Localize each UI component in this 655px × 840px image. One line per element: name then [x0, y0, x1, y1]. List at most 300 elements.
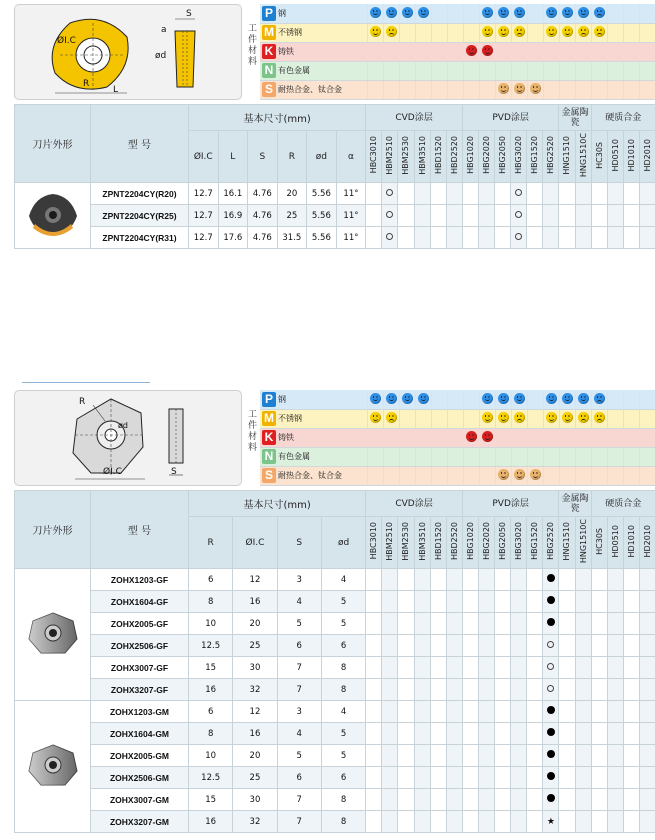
grade-cell [446, 613, 462, 635]
suitability-cell [543, 409, 559, 428]
dim-cell: 4 [277, 723, 321, 745]
grade-cell [495, 745, 511, 767]
dim-cell: 16 [189, 811, 233, 833]
grade-cell [575, 613, 591, 635]
grade-col-header [382, 131, 398, 183]
model-cell: ZPNT2204CY(R20) [91, 183, 189, 205]
grade-cell [462, 205, 478, 227]
suitability-cell [527, 390, 543, 409]
dim-cell: 32 [233, 679, 277, 701]
grade-cell [414, 613, 430, 635]
suitability-cell [383, 428, 399, 447]
grade-cell [414, 679, 430, 701]
grade-cell [382, 635, 398, 657]
zohx-insert-photo [25, 741, 81, 789]
sad-face-icon [594, 393, 605, 404]
suitability-cell [463, 61, 479, 80]
grade-cell [527, 205, 543, 227]
smile-face-icon [562, 26, 573, 37]
material-label [260, 4, 367, 23]
suitability-cell [559, 390, 575, 409]
star-icon: ★ [546, 816, 555, 827]
dim-cell: 12 [233, 569, 277, 591]
grade-cell [623, 635, 639, 657]
suitability-cell [463, 4, 479, 23]
grade-cell [607, 745, 623, 767]
suitability-cell [415, 4, 431, 23]
grade-cell [623, 701, 639, 723]
grade-col-header [607, 517, 623, 569]
suitability-cell [527, 80, 543, 99]
dim-cell: 5 [321, 745, 365, 767]
dim-cell: 4 [321, 569, 365, 591]
dim-cell: 5 [321, 723, 365, 745]
grade-cell [430, 227, 446, 249]
grade-label: HD1010 [626, 524, 636, 558]
dim-cell: 5.56 [307, 205, 337, 227]
suitability-cell [591, 42, 607, 61]
grade-cell [543, 569, 559, 591]
grade-cell [398, 635, 414, 657]
grade-cell [446, 811, 462, 833]
grade-cell [495, 635, 511, 657]
grade-cell [575, 183, 591, 205]
model-cell: ZOHX1604-GM [91, 723, 189, 745]
grade-cell [511, 745, 527, 767]
grade-cell [639, 657, 655, 679]
grade-cell [591, 745, 607, 767]
grade-cell [414, 591, 430, 613]
grade-group-header: 硬质合金 [591, 105, 655, 131]
suitability-cell [527, 428, 543, 447]
grade-cell [575, 723, 591, 745]
suitability-cell [431, 409, 447, 428]
smile-face-icon [498, 83, 509, 94]
material-name: 耐热合金、钛合金 [278, 471, 342, 480]
sad-face-icon [594, 26, 605, 37]
suitability-cell [575, 80, 591, 99]
grade-cell [559, 701, 575, 723]
suitability-cell [543, 61, 559, 80]
suitability-cell [607, 428, 623, 447]
material-row [260, 42, 655, 61]
grade-cell [591, 811, 607, 833]
grade-cell [511, 227, 527, 249]
dim-cell: 15 [189, 789, 233, 811]
suitability-cell [463, 466, 479, 485]
suitability-cell [399, 447, 415, 466]
suitability-cell [591, 4, 607, 23]
grade-cell [495, 723, 511, 745]
grade-cell [575, 635, 591, 657]
grade-cell [623, 569, 639, 591]
material-label [260, 80, 367, 99]
suitability-cell [639, 61, 655, 80]
grade-cell [575, 657, 591, 679]
dim-col-header: α [336, 131, 366, 183]
insert-image [15, 701, 91, 833]
suitability-cell [543, 447, 559, 466]
sad-face-icon [514, 412, 525, 423]
table-row [15, 569, 655, 591]
model-cell: ZPNT2204CY(R31) [91, 227, 189, 249]
suitability-cell [527, 447, 543, 466]
grade-cell [366, 657, 382, 679]
dim-cell: 3 [277, 701, 321, 723]
grade-col-header [511, 131, 527, 183]
model-header: 型 号 [91, 491, 189, 569]
smile-face-icon [466, 45, 477, 56]
suitability-cell [559, 428, 575, 447]
grade-cell [478, 745, 494, 767]
smile-face-icon [482, 26, 493, 37]
material-letter: S [262, 468, 276, 483]
grade-cell [543, 227, 559, 249]
grade-cell [398, 811, 414, 833]
grade-cell [382, 657, 398, 679]
suitability-cell [495, 80, 511, 99]
grade-label: HBG1520 [530, 522, 540, 560]
grade-cell [527, 657, 543, 679]
grade-cell [607, 701, 623, 723]
model-cell: ZOHX2005-GM [91, 745, 189, 767]
grade-cell [462, 767, 478, 789]
grade-cell [559, 205, 575, 227]
suitability-cell [415, 428, 431, 447]
grade-cell [446, 679, 462, 701]
suitability-cell [623, 42, 639, 61]
grade-label: HBG2050 [498, 136, 508, 174]
grade-col-header [495, 517, 511, 569]
dim-cell: 7 [277, 789, 321, 811]
suitability-cell [623, 428, 639, 447]
dim-cell: 11° [336, 183, 366, 205]
suitability-cell [591, 409, 607, 428]
material-label [260, 409, 367, 428]
table-row [15, 613, 655, 635]
suitability-cell [559, 4, 575, 23]
suitability-cell [415, 390, 431, 409]
grade-cell [430, 591, 446, 613]
grade-group-header: PVD涂层 [462, 491, 559, 517]
grade-col-header [591, 131, 607, 183]
grade-col-header [366, 131, 382, 183]
grade-cell [511, 613, 527, 635]
suitability-cell [495, 23, 511, 42]
grade-cell [382, 679, 398, 701]
grade-cell [527, 613, 543, 635]
grade-cell [382, 591, 398, 613]
grade-cell [414, 701, 430, 723]
grade-label: HBG1020 [465, 522, 475, 560]
material-matrix-2 [260, 390, 655, 486]
grade-cell [591, 679, 607, 701]
dim-cell: 30 [233, 657, 277, 679]
grade-cell [527, 635, 543, 657]
table-row [15, 183, 655, 205]
table-row [15, 591, 655, 613]
grade-col-header [446, 517, 462, 569]
suitability-cell [399, 428, 415, 447]
recommended-circle-icon [515, 211, 522, 218]
dim-cell: 10 [189, 613, 233, 635]
grade-cell [398, 723, 414, 745]
smile-face-icon [482, 7, 493, 18]
dim-cell: 6 [277, 635, 321, 657]
dim-cell: 7 [277, 811, 321, 833]
recommended-circle-icon [386, 211, 393, 218]
model-cell: ZOHX2506-GF [91, 635, 189, 657]
grade-label: HBD1520 [433, 135, 443, 175]
grade-label: HBG2020 [481, 136, 491, 174]
grade-cell [607, 679, 623, 701]
grade-cell [639, 227, 655, 249]
grade-cell [430, 745, 446, 767]
grade-cell [543, 591, 559, 613]
preferred-dot-icon [547, 706, 555, 714]
grade-cell [607, 183, 623, 205]
fig-a-label: a [161, 25, 167, 35]
suitability-cell [431, 61, 447, 80]
grade-cell [398, 701, 414, 723]
grade-cell [575, 679, 591, 701]
sad-face-icon [594, 7, 605, 18]
suitability-cell [495, 42, 511, 61]
grade-cell [639, 183, 655, 205]
suitability-cell [383, 390, 399, 409]
suitability-cell [639, 390, 655, 409]
grade-cell [575, 205, 591, 227]
model-cell: ZOHX1203-GF [91, 569, 189, 591]
grade-label: HBM3510 [417, 521, 427, 561]
grade-cell [559, 679, 575, 701]
material-row [260, 61, 655, 80]
dim-cell: 3 [277, 569, 321, 591]
suitability-cell [607, 466, 623, 485]
smile-face-icon [498, 469, 509, 480]
grade-col-header [543, 517, 559, 569]
suitability-cell [479, 4, 495, 23]
dim-cell: 25 [233, 635, 277, 657]
grade-cell [639, 613, 655, 635]
suitability-cell [511, 4, 527, 23]
grade-cell [623, 657, 639, 679]
grade-cell [575, 569, 591, 591]
suitability-cell [415, 61, 431, 80]
suitability-cell [575, 428, 591, 447]
smile-face-icon [562, 412, 573, 423]
grade-cell [430, 569, 446, 591]
grade-col-header [559, 131, 575, 183]
insert-image [15, 183, 91, 249]
grade-cell [430, 767, 446, 789]
suitability-cell [447, 466, 463, 485]
grade-cell [575, 701, 591, 723]
grade-cell [495, 789, 511, 811]
grade-cell [478, 679, 494, 701]
smile-face-icon [386, 393, 397, 404]
grade-col-header [511, 517, 527, 569]
suitability-cell [367, 42, 383, 61]
model-cell: ZOHX1203-GM [91, 701, 189, 723]
grade-cell [430, 701, 446, 723]
table-row [15, 205, 655, 227]
fig-ic-label: ØI.C [103, 467, 122, 477]
table-row [15, 227, 655, 249]
preferred-dot-icon [547, 750, 555, 758]
grade-cell [478, 613, 494, 635]
dim-col-header: R [277, 131, 307, 183]
insert-image [15, 569, 91, 701]
suitability-cell [463, 390, 479, 409]
suitability-cell [527, 61, 543, 80]
smile-face-icon [546, 412, 557, 423]
material-label [260, 23, 367, 42]
suitability-cell [463, 42, 479, 61]
smile-face-icon [546, 26, 557, 37]
grade-col-header [382, 517, 398, 569]
material-name: 有色金属 [278, 66, 310, 75]
zpnt-insert-drawing [15, 5, 243, 101]
grade-cell [575, 767, 591, 789]
grade-cell [382, 767, 398, 789]
grade-label: HBG2050 [498, 522, 508, 560]
grade-cell [495, 657, 511, 679]
grade-cell [639, 569, 655, 591]
dim-cell: 12.5 [189, 635, 233, 657]
suitability-cell [431, 23, 447, 42]
grade-cell [366, 183, 382, 205]
grade-cell [446, 569, 462, 591]
grade-cell [639, 811, 655, 833]
grade-cell [511, 767, 527, 789]
material-row [260, 409, 655, 428]
fig-s-label: S [186, 9, 192, 19]
grade-cell [591, 569, 607, 591]
grade-cell [591, 591, 607, 613]
grade-cell [623, 723, 639, 745]
suitability-cell [607, 447, 623, 466]
suitability-cell [607, 23, 623, 42]
material-matrix-1 [260, 4, 655, 100]
smile-face-icon [482, 45, 493, 56]
dim-col-header: R [189, 517, 233, 569]
grade-cell [511, 205, 527, 227]
grade-label: HBM2530 [401, 521, 411, 561]
suitability-cell [575, 409, 591, 428]
grade-cell [430, 789, 446, 811]
dim-cell: 16 [233, 591, 277, 613]
grade-cell [478, 811, 494, 833]
table-row [15, 723, 655, 745]
grade-cell [382, 227, 398, 249]
suitability-cell [495, 4, 511, 23]
grade-cell [495, 811, 511, 833]
smile-face-icon [498, 412, 509, 423]
grade-cell [543, 723, 559, 745]
fig-d-label: ød [118, 421, 128, 430]
model-cell: ZOHX2506-GM [91, 767, 189, 789]
suitability-cell [447, 80, 463, 99]
grade-cell [478, 701, 494, 723]
grade-col-header [623, 517, 639, 569]
smile-face-icon [482, 412, 493, 423]
suitability-cell [431, 390, 447, 409]
grade-label: HBD1520 [433, 521, 443, 561]
suitability-cell [447, 428, 463, 447]
grade-cell [543, 789, 559, 811]
suitability-cell [367, 428, 383, 447]
grade-cell [430, 723, 446, 745]
table-row [15, 767, 655, 789]
suitability-cell [415, 80, 431, 99]
grade-cell [430, 657, 446, 679]
preferred-dot-icon [547, 728, 555, 736]
sad-face-icon [594, 412, 605, 423]
grade-cell [607, 767, 623, 789]
suitability-cell [447, 409, 463, 428]
suitability-cell [431, 4, 447, 23]
recommended-circle-icon [547, 685, 554, 692]
material-name: 不锈钢 [278, 28, 302, 37]
grade-cell [511, 591, 527, 613]
table-row [15, 811, 655, 833]
grade-label: HC30S [594, 141, 604, 169]
smile-face-icon [418, 7, 429, 18]
suitability-cell [463, 80, 479, 99]
dim-cell: 25 [233, 767, 277, 789]
dim-cell: 4.76 [248, 183, 278, 205]
grade-label: HBD2520 [449, 521, 459, 561]
dim-cell: 4 [277, 591, 321, 613]
suitability-cell [431, 428, 447, 447]
smile-face-icon [386, 7, 397, 18]
model-cell: ZOHX3207-GF [91, 679, 189, 701]
smile-face-icon [530, 83, 541, 94]
smile-face-icon [370, 412, 381, 423]
recommended-circle-icon [515, 189, 522, 196]
grade-cell [414, 767, 430, 789]
smile-face-icon [562, 393, 573, 404]
grade-cell [478, 205, 494, 227]
dim-cell: 25 [277, 205, 307, 227]
smile-face-icon [514, 393, 525, 404]
material-row [260, 4, 655, 23]
suitability-cell [431, 447, 447, 466]
grade-cell [527, 767, 543, 789]
material-row [260, 80, 655, 99]
fig-s-label: S [171, 467, 177, 477]
grade-cell [382, 205, 398, 227]
dims-header: 基本尺寸(mm) [189, 105, 366, 131]
grade-col-header [430, 131, 446, 183]
suitability-cell [495, 466, 511, 485]
suitability-cell [479, 42, 495, 61]
grade-cell [366, 723, 382, 745]
grade-cell [462, 569, 478, 591]
suitability-cell [399, 23, 415, 42]
material-letter: K [262, 430, 276, 445]
material-row [260, 447, 655, 466]
smile-face-icon [418, 393, 429, 404]
dim-cell: 8 [321, 679, 365, 701]
grade-cell [398, 745, 414, 767]
sad-face-icon [514, 26, 525, 37]
table-row [15, 745, 655, 767]
suitability-cell [479, 447, 495, 466]
suitability-cell [575, 447, 591, 466]
grade-label: HBC3010 [369, 136, 379, 174]
